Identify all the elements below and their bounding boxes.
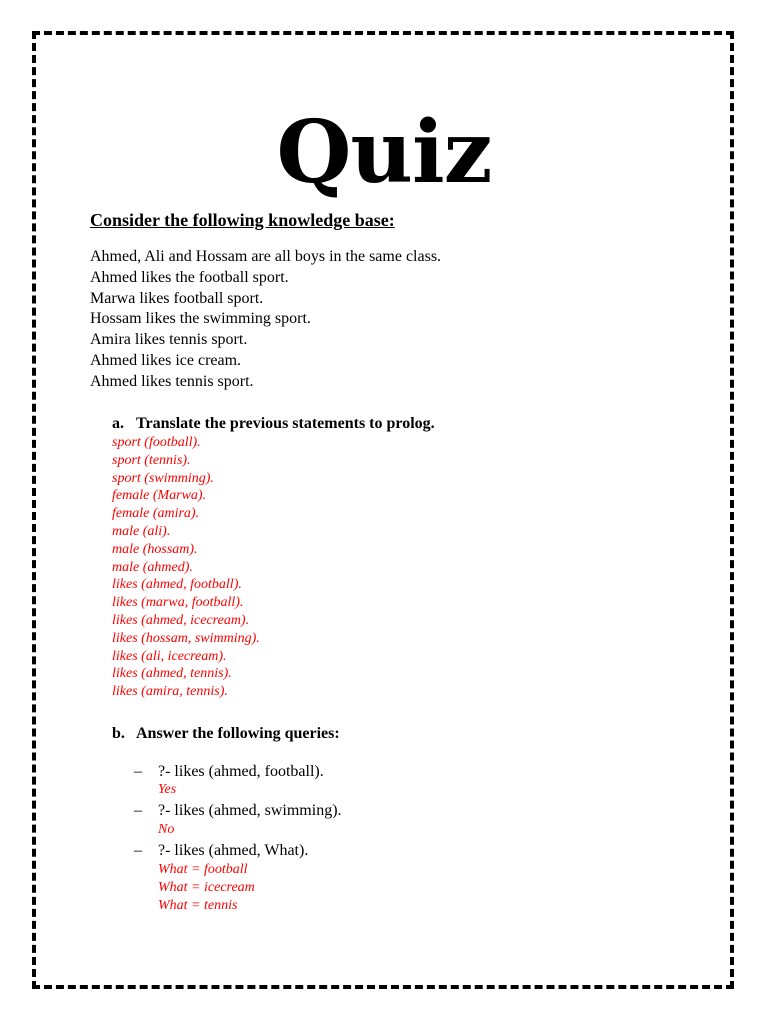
fact-line: Amira likes tennis sport.: [90, 331, 248, 349]
query-3: [134, 841, 308, 861]
prolog-answer-line: likes (ahmed, football).: [112, 577, 242, 593]
fact-line: Ahmed likes the football sport.: [90, 268, 289, 286]
page-title: Quiz: [276, 102, 492, 203]
prolog-answer-line: female (amira).: [112, 506, 200, 522]
prolog-answer-line: sport (football).: [112, 435, 201, 450]
query-text: ?- likes (ahmed, swimming).: [158, 802, 342, 819]
prolog-answer-line: sport (swimming).: [112, 470, 214, 486]
part-a-heading-text: Translate the previous statements to prolog.: [136, 415, 435, 432]
bullet-dash: –: [134, 763, 142, 780]
query-answer: What = tennis: [158, 898, 238, 913]
part-a-letter: a.: [112, 415, 124, 432]
query-answer: Yes: [158, 782, 177, 797]
part-a-heading: [112, 414, 435, 434]
query-1: [134, 762, 324, 782]
part-b-heading-text: Answer the following queries:: [136, 725, 340, 742]
fact-line: Hossam likes the swimming sport.: [90, 310, 311, 328]
part-b-letter: b.: [112, 725, 125, 742]
query-text: ?- likes (ahmed, football).: [158, 763, 324, 780]
prolog-answer-line: sport (tennis).: [112, 452, 191, 468]
query-3-answers: [158, 861, 255, 915]
prolog-answer-line: male (ali).: [112, 523, 171, 539]
prolog-answer-line: male (ahmed).: [112, 559, 193, 575]
fact-line: Ahmed likes ice cream.: [90, 351, 242, 369]
query-answer: No: [158, 822, 175, 837]
prolog-answer-line: likes (hossam, swimming).: [112, 630, 260, 646]
prolog-answer-line: female (Marwa).: [112, 488, 207, 504]
prolog-answer-line: likes (marwa, football).: [112, 595, 244, 611]
query-2-answers: [158, 821, 174, 839]
query-answer: What = icecream: [158, 880, 255, 895]
query-text: ?- likes (ahmed, What).: [158, 842, 309, 859]
prolog-answer-line: likes (amira, tennis).: [112, 684, 228, 700]
fact-line: Ahmed likes tennis sport.: [90, 372, 254, 390]
part-b-heading: [112, 724, 340, 744]
prolog-answer-line: likes (ahmed, tennis).: [112, 666, 232, 682]
bullet-dash: –: [134, 842, 142, 859]
query-1-answers: [158, 781, 176, 799]
fact-line: Marwa likes football sport.: [90, 289, 264, 307]
knowledge-base-facts: [90, 247, 441, 393]
query-2: [134, 801, 342, 821]
prolog-answer-line: likes (ahmed, icecream).: [112, 612, 250, 628]
fact-line: Ahmed, Ali and Hossam are all boys in the same class.: [90, 248, 442, 265]
part-a-answers: [112, 434, 260, 701]
prolog-answer-line: male (hossam).: [112, 541, 198, 557]
query-answer: What = football: [158, 862, 248, 877]
bullet-dash: –: [134, 802, 142, 819]
knowledge-base-heading: Consider the following knowledge base:: [90, 210, 395, 230]
prolog-answer-line: likes (ali, icecream).: [112, 648, 227, 664]
